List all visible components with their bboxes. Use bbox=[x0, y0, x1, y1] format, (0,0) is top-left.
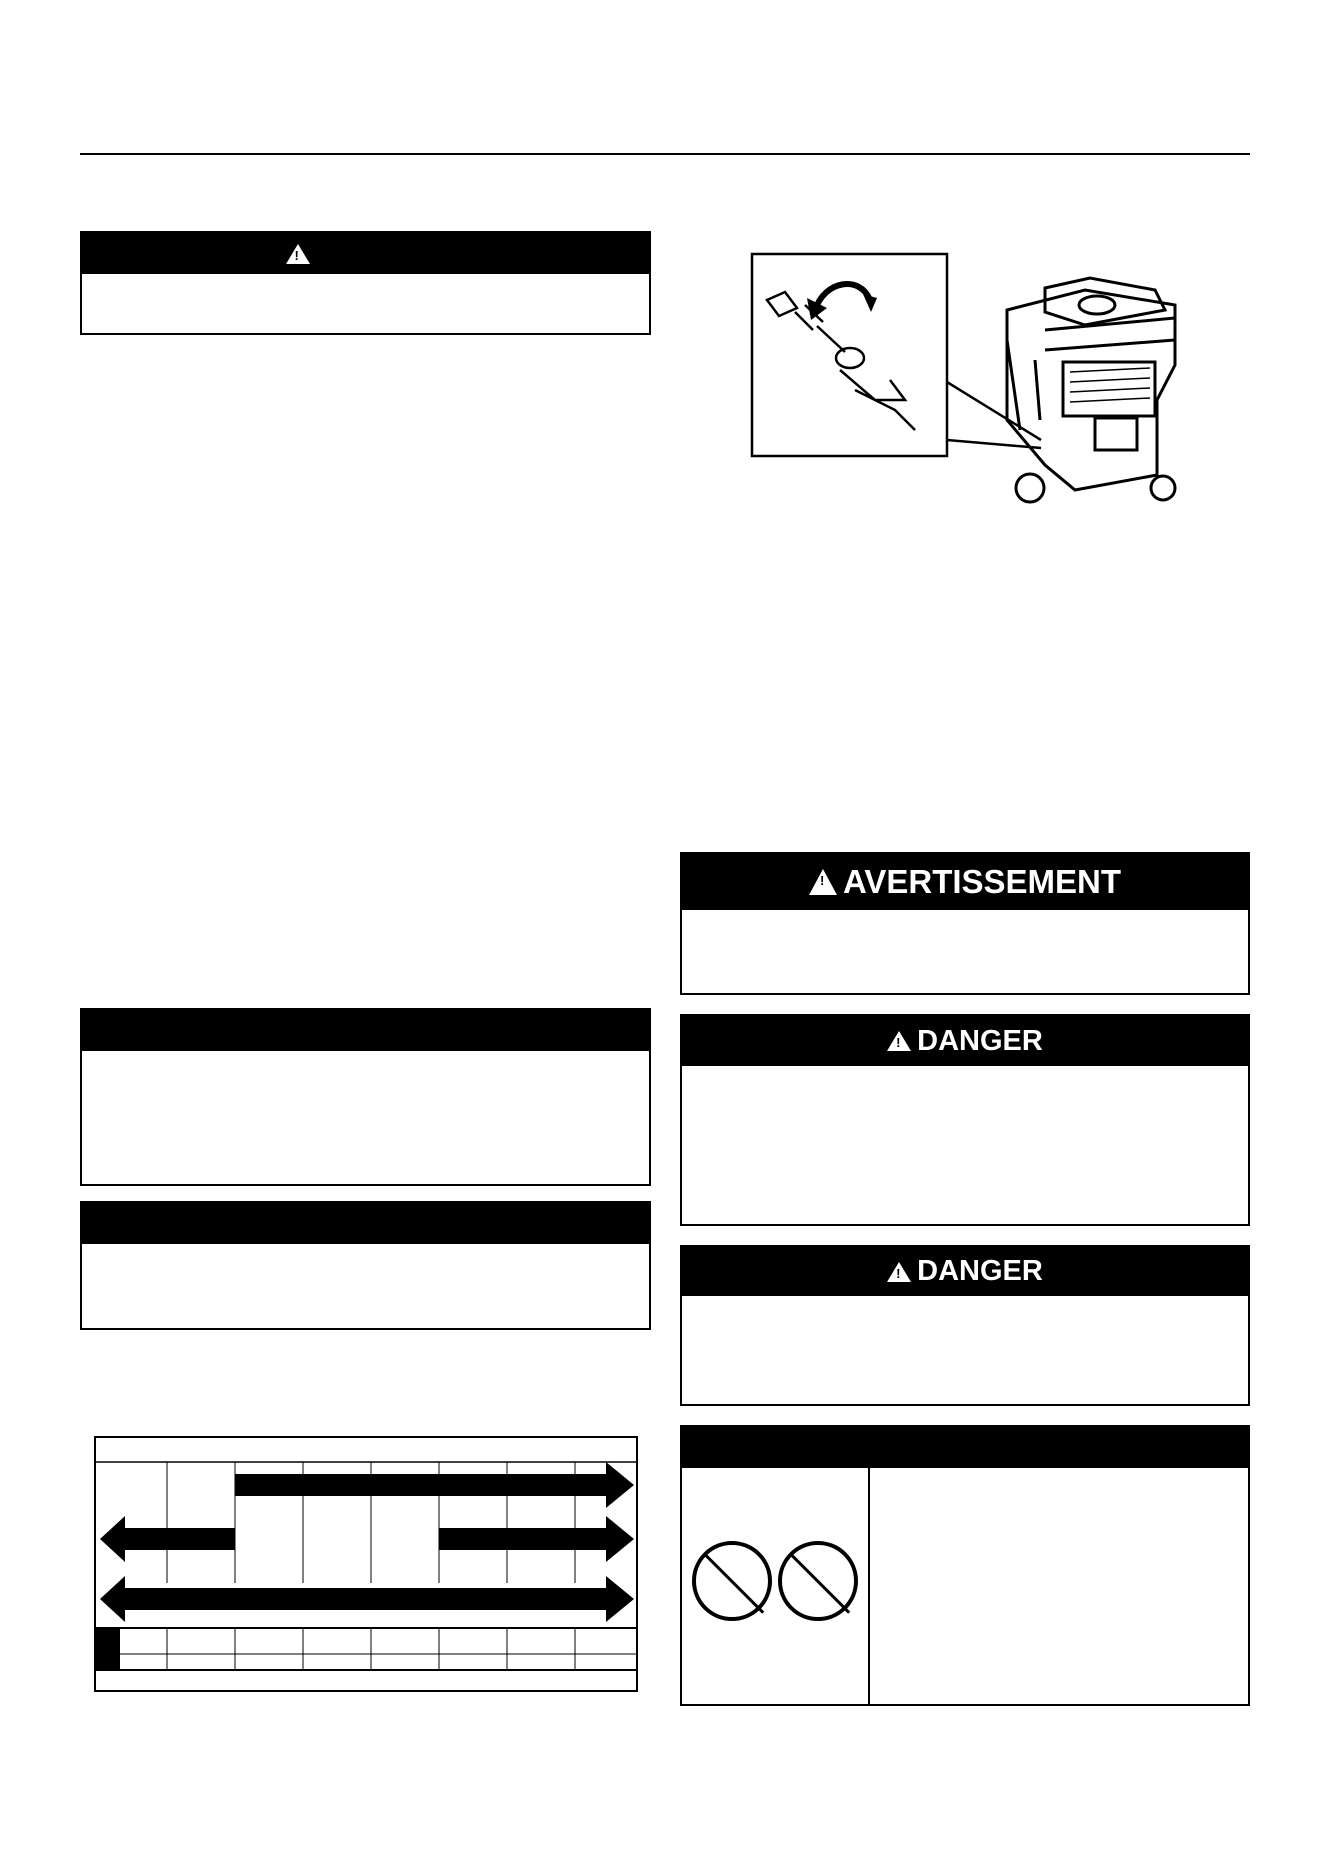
warning-box-header: ! AVERTISSEMENT bbox=[682, 854, 1248, 910]
arrow-right-upper bbox=[235, 1462, 634, 1508]
caution-box bbox=[80, 231, 651, 335]
arrow-both-lower bbox=[100, 1576, 634, 1622]
warning-triangle-icon bbox=[809, 869, 837, 895]
warning-triangle-icon bbox=[887, 1262, 911, 1282]
top-rule bbox=[80, 153, 1250, 155]
danger-box-1 bbox=[680, 1014, 1250, 1226]
prohibition-box bbox=[680, 1425, 1250, 1706]
prohibition-box-header bbox=[682, 1427, 1248, 1468]
prohibited-icon bbox=[692, 1541, 772, 1621]
oil-viscosity-chart bbox=[94, 1436, 638, 1692]
caution-box-header bbox=[82, 233, 649, 274]
prohibited-icon bbox=[778, 1541, 858, 1621]
prohibition-box-divider bbox=[868, 1468, 870, 1704]
notice-box-1 bbox=[80, 1008, 651, 1186]
arrow-right-middle bbox=[439, 1516, 634, 1562]
danger-box-2-header: ! DANGER bbox=[682, 1247, 1248, 1296]
danger-box-2 bbox=[680, 1245, 1250, 1406]
notice-box-2 bbox=[80, 1201, 651, 1330]
generator-drawing bbox=[1007, 278, 1175, 502]
danger-box-1-header: ! DANGER bbox=[682, 1016, 1248, 1066]
warning-triangle-icon bbox=[887, 1031, 911, 1051]
notice-box-2-header bbox=[82, 1203, 649, 1244]
warning-box bbox=[680, 852, 1250, 995]
generator-illustration bbox=[745, 250, 1245, 530]
oil-viscosity-chart-graphic bbox=[96, 1438, 636, 1690]
notice-box-1-header bbox=[82, 1010, 649, 1051]
warning-triangle-icon bbox=[286, 244, 310, 264]
